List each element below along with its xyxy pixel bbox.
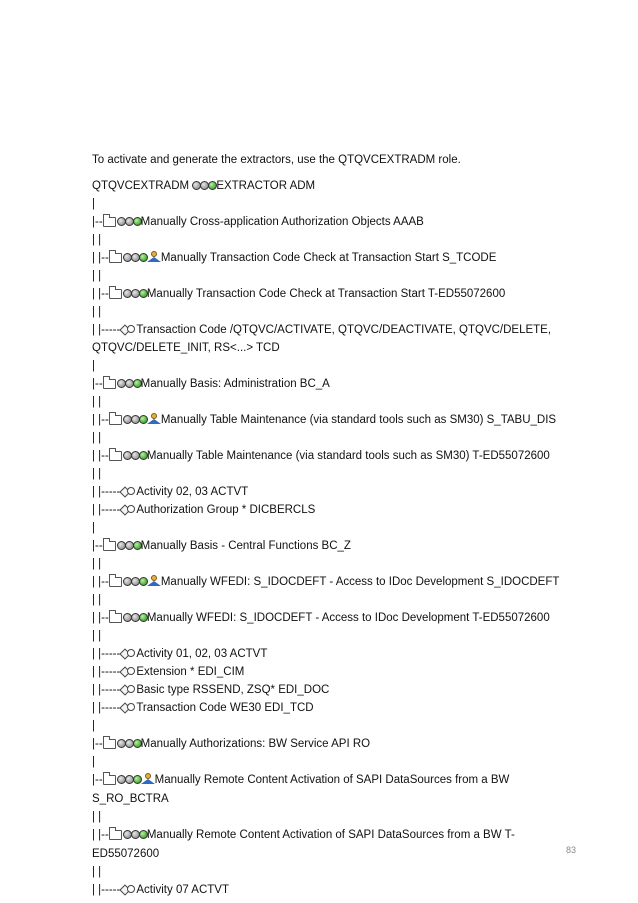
status-lights-icon <box>117 214 141 232</box>
tree-line-label: Manually Remote Content Activation of SAPI DataSources from a BW S_RO_BCTRA <box>92 774 510 805</box>
status-lights-icon <box>117 772 141 790</box>
tree-line-label: Authorization Group * DICBERCLS <box>136 504 316 516</box>
tree-connector: QTQVCEXTRADM <box>92 180 193 192</box>
tree-connector: | | <box>92 558 102 570</box>
tree-connector: | |----- <box>92 884 121 896</box>
folder-icon <box>103 775 116 785</box>
tree-line-label: Manually Remote Content Activation of SAPI DataSources from a BW T-ED55072600 <box>92 829 515 860</box>
tree-line <box>92 249 552 267</box>
status-lights-icon <box>123 448 147 466</box>
tree-connector: | |-- <box>92 612 109 624</box>
tree-connector: | |-- <box>92 414 109 426</box>
tree-line <box>92 501 552 519</box>
page-number: 83 <box>566 845 577 855</box>
tree-line <box>92 429 552 447</box>
folder-icon <box>109 451 122 461</box>
tree-line <box>92 699 552 717</box>
tree-connector: | | <box>92 432 102 444</box>
auth-field-icon <box>120 648 134 658</box>
tree-line <box>92 609 552 627</box>
tree-line <box>92 519 552 537</box>
tree-connector: | |----- <box>92 684 121 696</box>
tree-connector: |-- <box>92 378 103 390</box>
role-tree <box>92 177 560 899</box>
auth-field-icon <box>120 702 134 712</box>
tree-line <box>92 411 557 429</box>
user-icon <box>147 575 161 586</box>
tree-connector: | | <box>92 270 102 282</box>
folder-icon <box>109 415 122 425</box>
tree-connector: | | <box>92 468 102 480</box>
tree-line <box>92 863 552 881</box>
tree-line <box>92 627 552 645</box>
tree-connector: | |-- <box>92 829 109 841</box>
tree-line <box>92 753 552 771</box>
tree-line <box>92 357 552 375</box>
tree-line-label: Activity 02, 03 ACTVT <box>136 486 249 498</box>
tree-line <box>92 213 552 231</box>
tree-connector: | |----- <box>92 504 121 516</box>
tree-connector: | |----- <box>92 666 121 678</box>
folder-icon <box>103 217 116 227</box>
tree-connector: | <box>92 360 95 372</box>
status-lights-icon <box>123 574 147 592</box>
tree-line-label: Basic type RSSEND, ZSQ* EDI_DOC <box>136 684 330 696</box>
tree-line <box>92 375 552 393</box>
tree-line <box>92 465 552 483</box>
tree-line <box>92 735 552 753</box>
tree-line-label: Manually Authorizations: BW Service API RO <box>140 738 371 750</box>
tree-line <box>92 645 552 663</box>
tree-line <box>92 177 552 195</box>
tree-line <box>92 771 552 808</box>
tree-connector: | |----- <box>92 648 121 660</box>
tree-line-label: Manually Transaction Code Check at Transaction Start T-ED55072600 <box>146 288 506 300</box>
folder-icon <box>109 289 122 299</box>
tree-line <box>92 717 552 735</box>
folder-icon <box>109 830 122 840</box>
tree-line-label: Manually Table Maintenance (via standard tools such as SM30) S_TABU_DIS <box>160 414 557 426</box>
tree-line <box>92 808 552 826</box>
tree-line <box>92 447 552 465</box>
tree-line-label: Manually Basis - Central Functions BC_Z <box>140 540 351 552</box>
tree-connector: |-- <box>92 738 103 750</box>
user-icon <box>147 413 161 424</box>
tree-connector: | | <box>92 594 102 606</box>
auth-field-icon <box>120 884 134 894</box>
user-icon <box>147 251 161 262</box>
folder-icon <box>109 253 122 263</box>
tree-line <box>92 483 552 501</box>
tree-line-label: Extension * EDI_CIM <box>136 666 245 678</box>
tree-connector: | <box>92 720 95 732</box>
tree-connector: | | <box>92 306 102 318</box>
folder-icon <box>103 739 116 749</box>
tree-line-label: Manually WFEDI: S_IDOCDEFT - Access to IDoc Development S_IDOCDEFT <box>160 576 560 588</box>
status-lights-icon <box>117 736 141 754</box>
tree-line-label: Transaction Code /QTQVC/ACTIVATE, QTQVC/DEACTIVATE, QTQVC/DELETE, QTQVC/DELETE_INIT, RS<...> TCD <box>92 324 552 354</box>
tree-connector: | <box>92 756 95 768</box>
tree-connector: | |----- <box>92 324 121 336</box>
folder-icon <box>109 613 122 623</box>
tree-connector: | | <box>92 811 102 823</box>
status-lights-icon <box>123 412 147 430</box>
auth-field-icon <box>120 666 134 676</box>
tree-line-label: Manually Table Maintenance (via standard tools such as SM30) T-ED55072600 <box>146 450 550 462</box>
tree-line <box>92 393 552 411</box>
tree-line <box>92 881 552 899</box>
status-lights-icon <box>123 250 147 268</box>
tree-line-label: Activity 01, 02, 03 ACTVT <box>136 648 268 660</box>
folder-icon <box>103 379 116 389</box>
tree-connector: | |----- <box>92 702 121 714</box>
tree-line <box>92 321 552 357</box>
auth-field-icon <box>120 486 134 496</box>
tree-line-label: Manually Transaction Code Check at Transaction Start S_TCODE <box>160 252 497 264</box>
tree-line-label: Manually Basis: Administration BC_A <box>140 378 330 390</box>
tree-connector: | |-- <box>92 252 109 264</box>
tree-line-label: Manually Cross-application Authorization Objects AAAB <box>140 216 424 228</box>
tree-line <box>92 573 560 591</box>
intro-text: To activate and generate the extractors, use the QTQVCEXTRADM role. <box>92 154 461 166</box>
tree-line <box>92 681 552 699</box>
auth-field-icon <box>120 684 134 694</box>
tree-connector: | | <box>92 234 102 246</box>
tree-line <box>92 195 552 213</box>
tree-connector: | | <box>92 396 102 408</box>
folder-icon <box>103 541 116 551</box>
tree-line <box>92 555 552 573</box>
user-icon <box>141 773 155 784</box>
tree-line <box>92 267 552 285</box>
tree-line <box>92 231 552 249</box>
tree-line <box>92 303 552 321</box>
tree-connector: | |-- <box>92 576 109 588</box>
folder-icon <box>109 577 122 587</box>
status-lights-icon <box>117 376 141 394</box>
auth-field-icon <box>120 504 134 514</box>
tree-connector: | |-- <box>92 288 109 300</box>
status-lights-icon <box>123 827 147 845</box>
tree-line <box>92 537 552 555</box>
tree-connector: | | <box>92 866 102 878</box>
auth-field-icon <box>120 324 134 334</box>
tree-connector: |-- <box>92 216 103 228</box>
tree-connector: | | <box>92 630 102 642</box>
tree-connector: |-- <box>92 540 103 552</box>
tree-line <box>92 663 552 681</box>
status-lights-icon <box>123 610 147 628</box>
tree-line-label: EXTRACTOR ADM <box>216 180 316 192</box>
tree-line <box>92 826 552 863</box>
tree-connector: | <box>92 522 95 534</box>
tree-line-label: Activity 07 ACTVT <box>136 884 229 896</box>
status-lights-icon <box>123 286 147 304</box>
tree-connector: | <box>92 198 95 210</box>
tree-connector: | |----- <box>92 486 121 498</box>
status-lights-icon <box>117 538 141 556</box>
status-lights-icon <box>192 178 216 196</box>
tree-connector: |-- <box>92 774 103 786</box>
tree-line <box>92 285 552 303</box>
tree-line <box>92 591 552 609</box>
tree-connector: | |-- <box>92 450 109 462</box>
tree-line-label: Transaction Code WE30 EDI_TCD <box>136 702 314 714</box>
tree-line-label: Manually WFEDI: S_IDOCDEFT - Access to IDoc Development T-ED55072600 <box>146 612 550 624</box>
